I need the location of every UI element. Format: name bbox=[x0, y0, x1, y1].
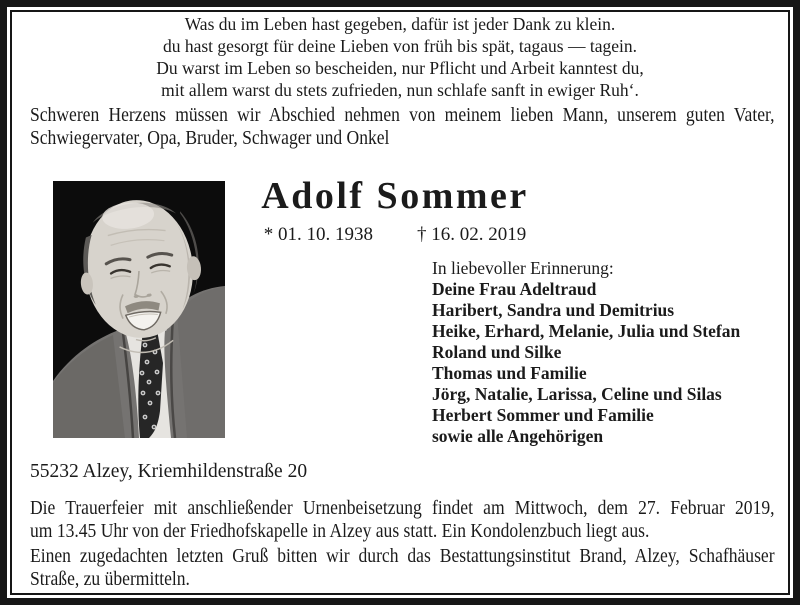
mourners-heading: In liebevoller Erinnerung: bbox=[432, 258, 614, 278]
deceased-name: Adolf Sommer bbox=[261, 175, 529, 217]
condolence-details bbox=[30, 545, 775, 590]
mourner-line: Thomas und Familie bbox=[432, 363, 587, 383]
condolence-line: Straße, zu übermitteln. bbox=[30, 567, 190, 590]
mourner-line: Herbert Sommer und Familie bbox=[432, 405, 654, 425]
death-date: † 16. 02. 2019 bbox=[417, 224, 527, 245]
mourner-line: Heike, Erhard, Melanie, Julia und Stefan bbox=[432, 321, 741, 341]
poem-line: Du warst im Leben so bescheiden, nur Pflicht und Arbeit kanntest du, bbox=[156, 58, 644, 78]
poem-line: Was du im Leben hast gegeben, dafür ist jeder Dank zu klein. bbox=[184, 14, 616, 34]
mourner-line: sowie alle Angehörigen bbox=[432, 426, 604, 446]
memorial-poem bbox=[0, 13, 800, 101]
portrait-photo-illustration bbox=[53, 181, 225, 438]
funeral-details bbox=[30, 497, 775, 542]
home-address: 55232 Alzey, Kriemhildenstraße 20 bbox=[30, 461, 308, 482]
life-dates bbox=[225, 224, 565, 246]
poem-line: du hast gesorgt für deine Lieben von früh bis spät, tagaus — tagein. bbox=[162, 36, 637, 56]
mourner-line: Deine Frau Adeltraud bbox=[432, 279, 597, 299]
funeral-line: Die Trauerfeier mit anschließender Urnenbeisetzung findet am Mittwoch, dem 27. Februar 2019, bbox=[30, 497, 775, 519]
mourner-line: Haribert, Sandra und Demitrius bbox=[432, 300, 675, 320]
funeral-line: um 13.45 Uhr von der Friedhofskapelle in Alzey aus statt. Ein Kondolenzbuch liegt aus. bbox=[30, 519, 650, 542]
announcement-line: Schwiegervater, Opa, Bruder, Schwager und Onkel bbox=[30, 126, 390, 149]
announcement-line: Schweren Herzens müssen wir Abschied nehmen von meinem lieben Mann, unserem guten Vater, bbox=[30, 104, 775, 126]
mourner-line: Jörg, Natalie, Larissa, Celine und Silas bbox=[432, 384, 722, 404]
condolence-line: Einen zugedachten letzten Gruß bitten wir durch das Bestattungsinstitut Brand, Alzey, Schafhäuser bbox=[30, 545, 775, 567]
mourners-list bbox=[432, 258, 740, 447]
announcement-text bbox=[30, 104, 775, 149]
birth-date: * 01. 10. 1938 bbox=[263, 224, 373, 245]
mourner-line: Roland und Silke bbox=[432, 342, 562, 362]
portrait-photo bbox=[53, 181, 225, 438]
poem-line: mit allem warst du stets zufrieden, nun schlafe sanft in ewiger Ruh‘. bbox=[161, 80, 639, 100]
